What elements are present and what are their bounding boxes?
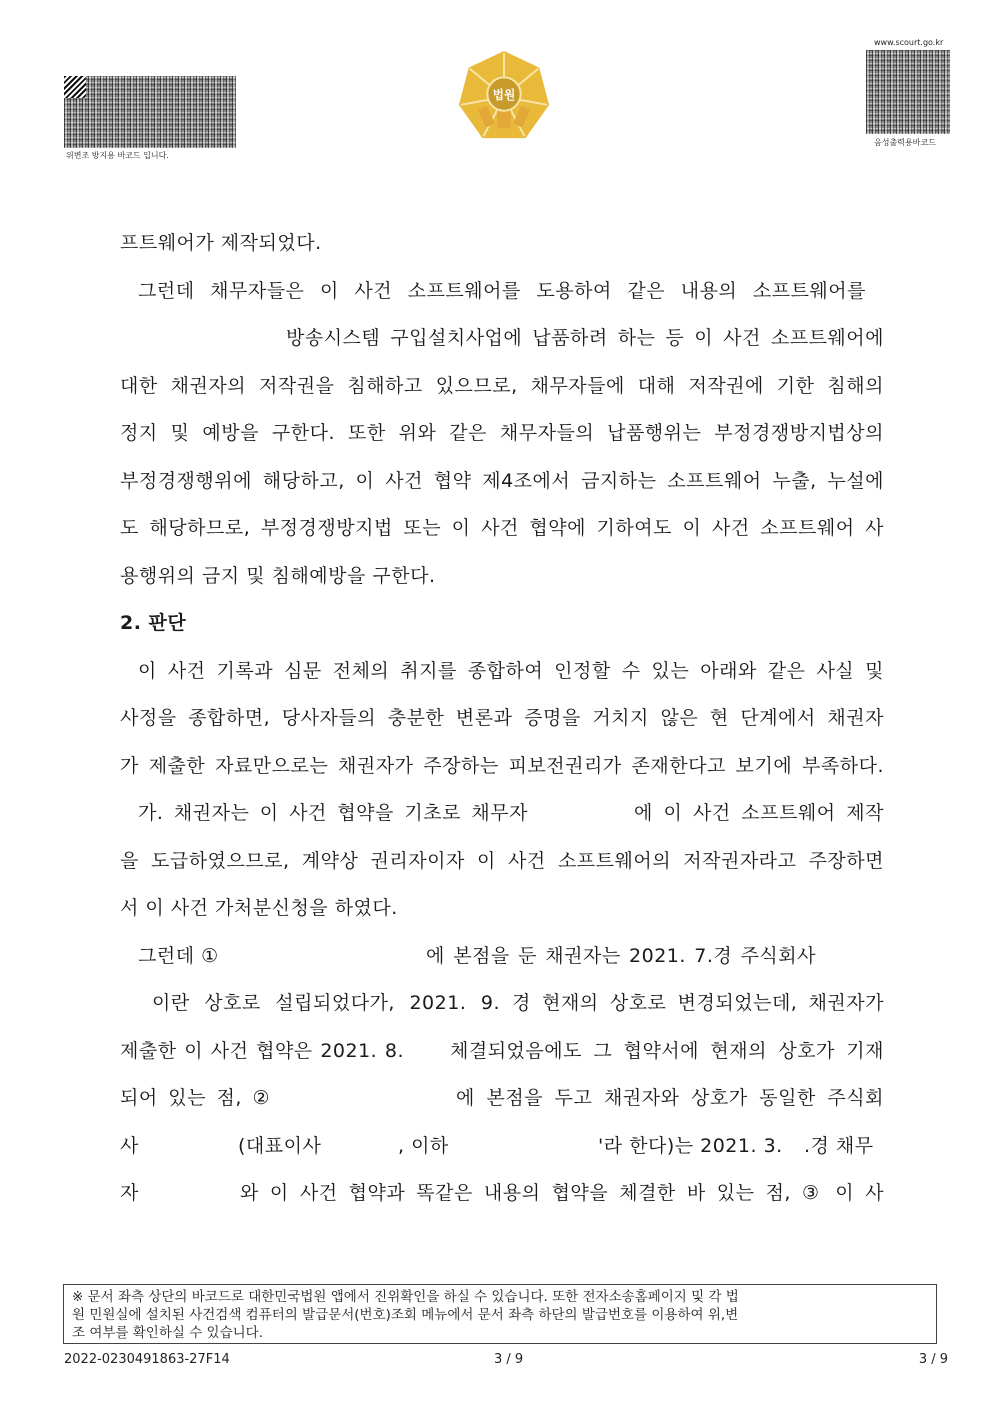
body-line: 을 도급하였으므로, 계약상 권리자이자 이 사건 소프트웨어의 저작권자라고 주장하면 [120, 850, 884, 872]
body-line: 그런데 ① [138, 945, 219, 967]
voice-output-barcode [866, 50, 950, 134]
anti-forgery-barcode [64, 76, 236, 148]
page-number-right: 3 / 9 [918, 1352, 948, 1367]
body-line: 자 [120, 1182, 139, 1204]
body-line: '라 한다)는 2021. 3. [598, 1135, 783, 1157]
body-line: 방송시스템 구입설치사업에 납품하려 하는 등 이 사건 소프트웨어에 [286, 327, 884, 349]
notice-line: 원 민원실에 설치된 사건검색 컴퓨터의 발급문서(번호)조회 메뉴에서 문서 좌측 하단의 발급번호를 이용하여 위,변 [72, 1307, 739, 1323]
body-line: 부정경쟁행위에 해당하고, 이 사건 협약 제4조에서 금지하는 소프트웨어 누출, 누설에 [120, 470, 884, 492]
court-url: www.scourt.go.kr [874, 38, 944, 47]
body-line: 되어 있는 점, ② [120, 1087, 270, 1109]
body-line: 제출한 이 사건 협약은 2021. 8. [120, 1040, 404, 1062]
body-line: 프트웨어가 제작되었다. [120, 232, 322, 254]
body-line: (대표이사 [238, 1135, 322, 1157]
body-line: 도 해당하므로, 부정경쟁방지법 또는 이 사건 협약에 기하여도 이 사건 소프트웨어 사 [120, 517, 884, 539]
body-line: 이란 상호로 설립되었다가, 2021. 9. [152, 992, 500, 1014]
notice-line: ※ 문서 좌측 상단의 바코드로 대한민국법원 앱에서 진위확인을 하실 수 있습니다. 또한 전자소송홈페이지 및 각 법 [72, 1289, 739, 1305]
notice-line: 조 여부를 확인하실 수 있습니다. [72, 1325, 263, 1341]
body-line: 체결되었음에도 그 협약서에 현재의 상호가 기재 [450, 1040, 884, 1062]
body-line: 에 본점을 둔 채권자는 2021. 7.경 주식회사 [426, 945, 816, 967]
body-line: 가. 채권자는 이 사건 협약을 기초로 채무자 [138, 802, 528, 824]
body-line: .경 채무 [804, 1135, 874, 1157]
body-line: 와 이 사건 협약과 똑같은 내용의 협약을 체결한 바 있는 점, ③ 이 사 [240, 1182, 884, 1204]
body-line: 용행위의 금지 및 침해예방을 구한다. [120, 565, 436, 587]
body-line: 사 [120, 1135, 139, 1157]
verification-notice [63, 1284, 937, 1344]
body-line: 경 현재의 상호로 변경되었는데, 채권자가 [512, 992, 884, 1014]
body-line: 정지 및 예방을 구한다. 또한 위와 같은 채무자들의 납품행위는 부정경쟁방지법상의 [120, 422, 884, 444]
emblem-text: 법원 [492, 87, 516, 102]
anti-forgery-barcode-caption: 위변조 방지용 바코드 입니다. [66, 151, 169, 160]
body-line: , 이하 [398, 1135, 449, 1157]
body-line: 에 이 사건 소프트웨어 제작 [634, 802, 884, 824]
body-line: 그런데 채무자들은 이 사건 소프트웨어를 도용하여 같은 내용의 소프트웨어를 [138, 280, 866, 302]
body-line: 대한 채권자의 저작권을 침해하고 있으므로, 채무자들에 대해 저작권에 기한 침해의 [120, 375, 884, 397]
body-line: 서 이 사건 가처분신청을 하였다. [120, 897, 398, 919]
body-line: 가 제출한 자료만으로는 채권자가 주장하는 피보전권리가 존재한다고 보기에 부족하다. [120, 755, 884, 777]
body-line: 에 본점을 두고 채권자와 상호가 동일한 주식회 [456, 1087, 884, 1109]
voice-output-barcode-caption: 음성출력용바코드 [874, 138, 936, 147]
court-emblem-icon [455, 48, 553, 146]
issue-number: 2022-0230491863-27F14 [64, 1352, 230, 1367]
section-heading: 2. 판단 [120, 612, 187, 634]
body-line: 이 사건 기록과 심문 전체의 취지를 종합하여 인정할 수 있는 아래와 같은 사실 및 [138, 660, 884, 682]
page-number: 3 / 9 [494, 1352, 524, 1367]
body-line: 사정을 종합하면, 당사자들의 충분한 변론과 증명을 거치지 않은 현 단계에서 채권자 [120, 707, 884, 729]
